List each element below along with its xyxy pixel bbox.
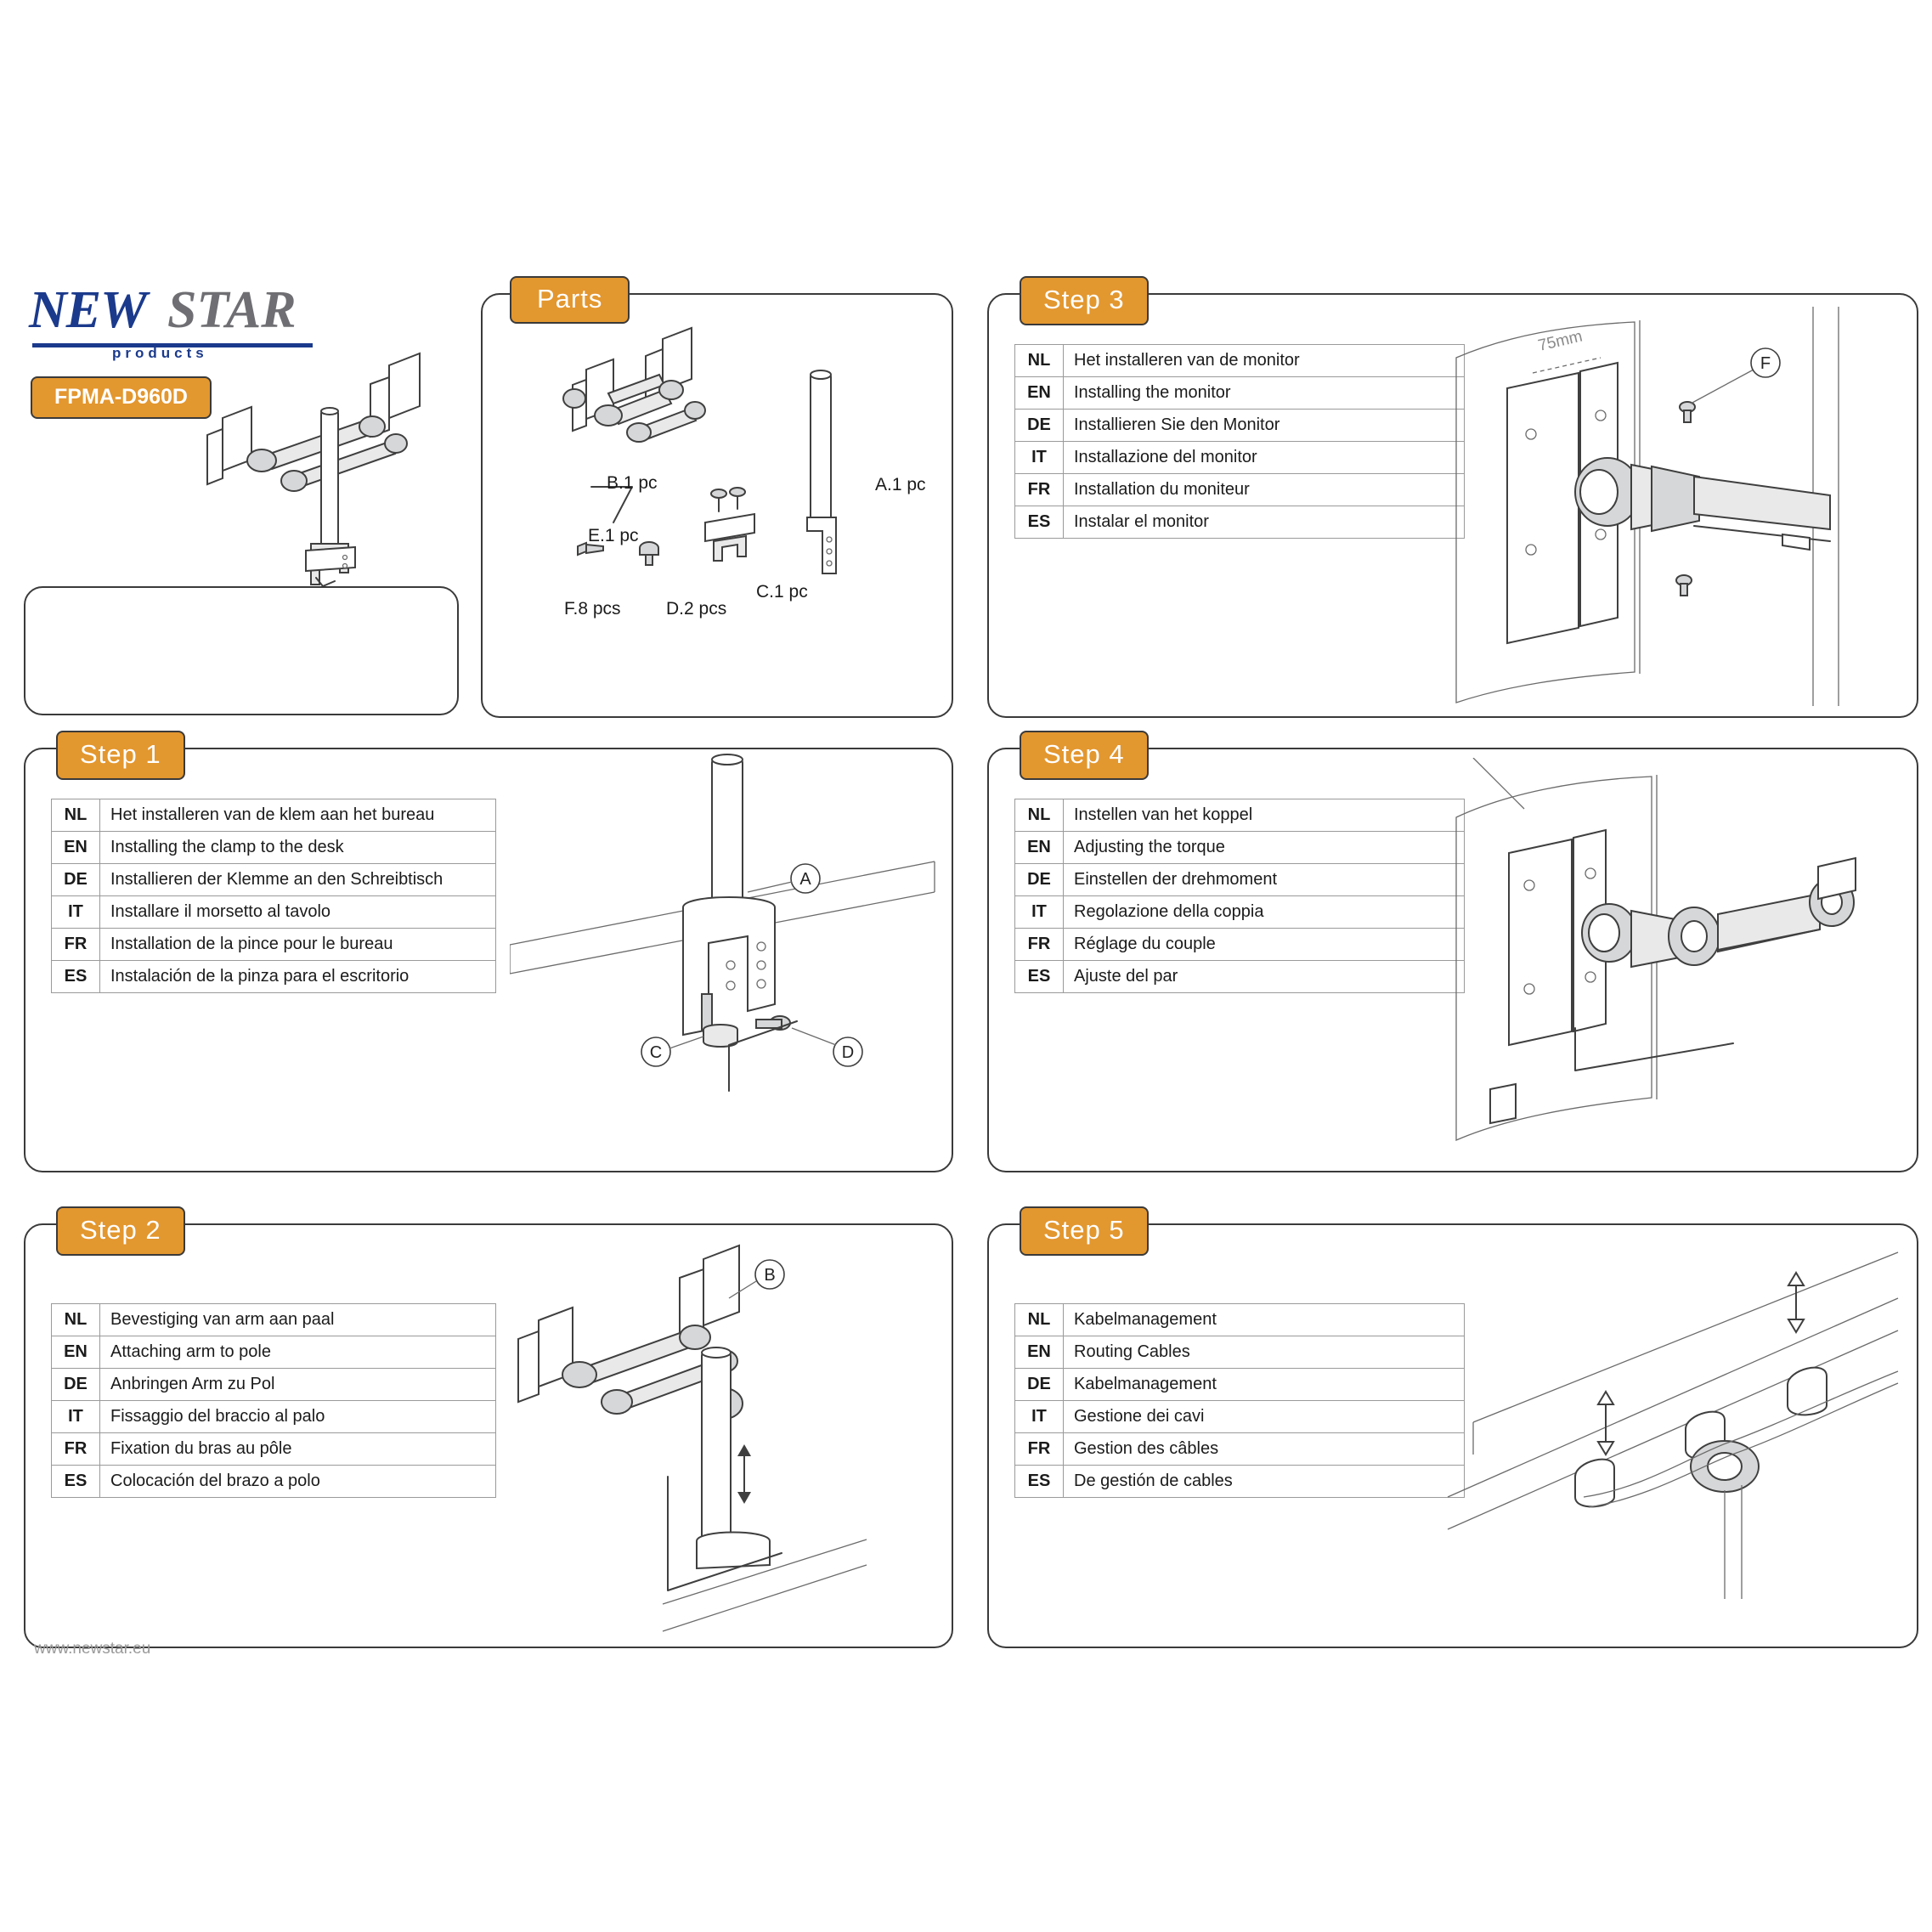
table-row [1015, 961, 1465, 993]
part-label-D: D.2 pcs [666, 599, 727, 619]
table-row [1015, 377, 1465, 410]
step5-panel [987, 1215, 1918, 1648]
step3-illustration [1439, 307, 1915, 706]
lang-code: ES [1015, 506, 1064, 539]
svg-text:75mm: 75mm [1536, 327, 1585, 355]
step5-illustration [1439, 1242, 1915, 1641]
step1-language-table [51, 799, 496, 993]
lang-text: Réglage du couple [1064, 929, 1465, 961]
lang-code: NL [52, 1304, 100, 1336]
lang-code: FR [52, 929, 100, 961]
table-row [1015, 442, 1465, 474]
lang-text: Fissaggio del braccio al palo [100, 1401, 496, 1433]
lang-text: Bevestiging van arm aan paal [100, 1304, 496, 1336]
lang-text: Einstellen der drehmoment [1064, 864, 1465, 896]
lang-text: Installation du moniteur [1064, 474, 1465, 506]
lang-text: Gestion des câbles [1064, 1433, 1465, 1466]
table-row [52, 1369, 496, 1401]
lang-code: EN [1015, 832, 1064, 864]
lang-text: Installare il morsetto al tavolo [100, 896, 496, 929]
lang-text: De gestión de cables [1064, 1466, 1465, 1498]
step1-title: Step 1 [56, 731, 185, 780]
table-row [52, 1304, 496, 1336]
callout-B: B [764, 1266, 776, 1285]
step4-title: Step 4 [1020, 731, 1149, 780]
table-row [1015, 345, 1465, 377]
step5-title: Step 5 [1020, 1206, 1149, 1256]
part-label-C: C.1 pc [756, 582, 808, 602]
lang-code: ES [52, 961, 100, 993]
lang-code: ES [52, 1466, 100, 1498]
lang-code: IT [1015, 1401, 1064, 1433]
lang-text: Kabelmanagement [1064, 1369, 1465, 1401]
lang-text: Routing Cables [1064, 1336, 1465, 1369]
logo-products-text: products [112, 345, 208, 361]
lang-code: DE [52, 864, 100, 896]
product-overview-illustration [170, 331, 527, 586]
table-row [52, 1401, 496, 1433]
lang-text: Anbringen Arm zu Pol [100, 1369, 496, 1401]
lang-code: FR [1015, 929, 1064, 961]
table-row [52, 1433, 496, 1466]
lang-text: Gestione dei cavi [1064, 1401, 1465, 1433]
lang-code: DE [1015, 410, 1064, 442]
table-row [1015, 799, 1465, 832]
table-row [1015, 1466, 1465, 1498]
lang-text: Regolazione della coppia [1064, 896, 1465, 929]
step1-illustration [510, 749, 952, 1166]
lang-text: Adjusting the torque [1064, 832, 1465, 864]
lang-text: Het installeren van de monitor [1064, 345, 1465, 377]
lang-text: Kabelmanagement [1064, 1304, 1465, 1336]
lang-code: DE [1015, 864, 1064, 896]
lang-text: Ajuste del par [1064, 961, 1465, 993]
table-row [1015, 1433, 1465, 1466]
table-row [52, 832, 496, 864]
step2-title: Step 2 [56, 1206, 185, 1256]
step4-panel [987, 739, 1918, 1172]
lang-text: Attaching arm to pole [100, 1336, 496, 1369]
step3-language-table [1014, 344, 1465, 539]
table-row [52, 961, 496, 993]
part-label-B: B.1 pc [607, 473, 658, 493]
step2-panel [24, 1215, 953, 1648]
parts-title: Parts [510, 276, 630, 324]
table-row [52, 799, 496, 832]
lang-text: Installieren der Klemme an den Schreibtisch [100, 864, 496, 896]
table-row [1015, 506, 1465, 539]
lang-code: NL [1015, 799, 1064, 832]
step1-panel [24, 739, 953, 1172]
callout-D: D [841, 1043, 855, 1062]
lang-code: IT [52, 896, 100, 929]
spec-panel [24, 586, 459, 715]
model-badge: FPMA-D960D [31, 376, 212, 419]
step3-title: Step 3 [1020, 276, 1149, 325]
parts-illustration [483, 295, 952, 716]
step3-panel [987, 285, 1918, 718]
table-row [1015, 1401, 1465, 1433]
lang-code: FR [1015, 1433, 1064, 1466]
lang-code: FR [52, 1433, 100, 1466]
lang-text: Fixation du bras au pôle [100, 1433, 496, 1466]
lang-code: DE [1015, 1369, 1064, 1401]
lang-code: ES [1015, 961, 1064, 993]
step2-language-table [51, 1303, 496, 1498]
step4-illustration [1439, 758, 1915, 1166]
lang-code: IT [1015, 896, 1064, 929]
lang-text: Het installeren van de klem aan het bureau [100, 799, 496, 832]
table-row [52, 1466, 496, 1498]
step4-language-table [1014, 799, 1465, 993]
part-label-A: A.1 pc [875, 475, 926, 494]
lang-code: EN [52, 1336, 100, 1369]
lang-text: Installazione del monitor [1064, 442, 1465, 474]
lang-code: EN [1015, 377, 1064, 410]
lang-text: Instellen van het koppel [1064, 799, 1465, 832]
lang-text: Installing the monitor [1064, 377, 1465, 410]
lang-code: EN [1015, 1336, 1064, 1369]
table-row [1015, 864, 1465, 896]
callout-F: F [1760, 354, 1771, 373]
website-footer: www.newstar.eu [34, 1640, 151, 1658]
step5-language-table [1014, 1303, 1465, 1498]
logo-new-text: NEW [29, 281, 147, 339]
table-row [52, 864, 496, 896]
table-row [52, 896, 496, 929]
table-row [1015, 896, 1465, 929]
table-row [1015, 474, 1465, 506]
callout-C: C [649, 1043, 663, 1062]
lang-text: Colocación del brazo a polo [100, 1466, 496, 1498]
lang-code: FR [1015, 474, 1064, 506]
part-label-E: E.1 pc [588, 526, 639, 545]
table-row [1015, 832, 1465, 864]
parts-panel [481, 284, 953, 718]
logo-star-text: STAR [167, 281, 297, 339]
lang-code: ES [1015, 1466, 1064, 1498]
lang-text: Instalación de la pinza para el escritorio [100, 961, 496, 993]
part-label-F: F.8 pcs [564, 599, 621, 619]
table-row [1015, 410, 1465, 442]
lang-text: Installation de la pince pour le bureau [100, 929, 496, 961]
lang-text: Installieren Sie den Monitor [1064, 410, 1465, 442]
table-row [52, 929, 496, 961]
lang-code: NL [1015, 345, 1064, 377]
table-row [1015, 1304, 1465, 1336]
lang-code: NL [1015, 1304, 1064, 1336]
lang-code: EN [52, 832, 100, 864]
lang-code: IT [1015, 442, 1064, 474]
lang-text: Instalar el monitor [1064, 506, 1465, 539]
lang-text: Installing the clamp to the desk [100, 832, 496, 864]
step2-illustration [501, 1225, 943, 1641]
lang-code: DE [52, 1369, 100, 1401]
table-row [1015, 1369, 1465, 1401]
callout-A: A [799, 870, 811, 889]
table-row [1015, 929, 1465, 961]
lang-code: IT [52, 1401, 100, 1433]
table-row [52, 1336, 496, 1369]
lang-code: NL [52, 799, 100, 832]
table-row [1015, 1336, 1465, 1369]
